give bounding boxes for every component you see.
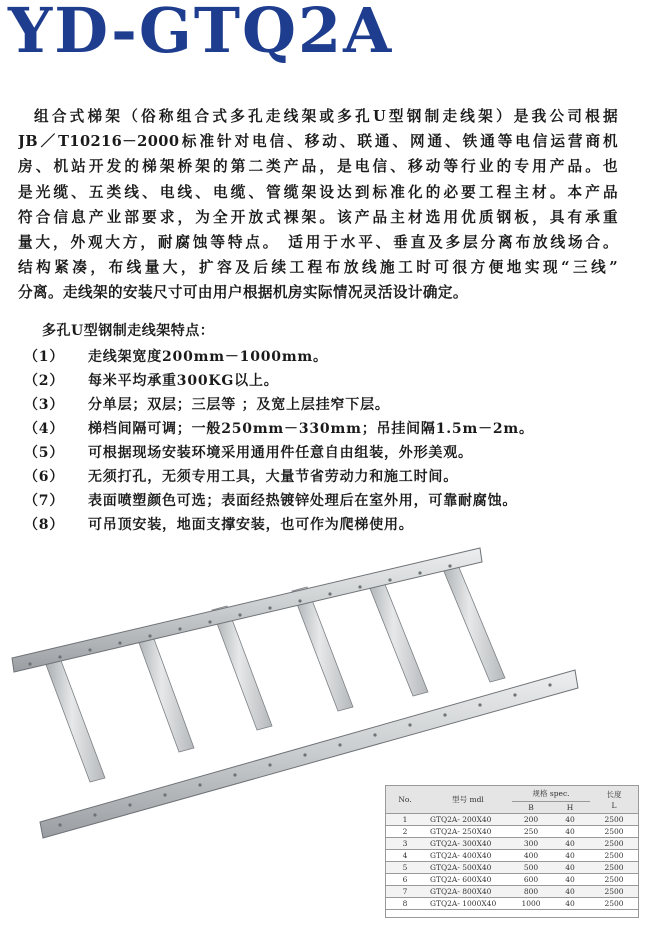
header-spec: 规格 spec. xyxy=(512,786,590,802)
feature-text: 每米平均承重300KG以上。 xyxy=(88,373,279,389)
intro-line: 量大，外观大方，耐腐蚀等特点。 适用于水平、垂直及多层分离布放线场合。 xyxy=(18,233,618,251)
intro-line: JB／T10216－2000标准针对电信、移动、联通、网通、铁通等电信运营商机 xyxy=(18,133,618,151)
header-b: B xyxy=(512,802,550,814)
feature-number: （4） xyxy=(24,421,65,437)
table-row: 6 GTQ2A- 600X40 600 40 2500 xyxy=(386,874,638,886)
spec-table xyxy=(386,786,638,910)
header-model: 型号 mdl xyxy=(424,786,512,814)
feature-number: （6） xyxy=(24,469,65,485)
feature-item xyxy=(24,393,534,417)
ladder-rung xyxy=(365,572,428,696)
feature-number: （2） xyxy=(24,373,65,389)
table-row: 7 GTQ2A- 800X40 800 40 2500 xyxy=(386,886,638,898)
feature-item xyxy=(24,345,534,369)
header-h: H xyxy=(550,802,590,814)
feature-item xyxy=(24,369,534,393)
feature-text: 梯档间隔可调；一般250mm－330mm；吊挂间隔1.5m－2m。 xyxy=(88,421,534,437)
table-row: 2 GTQ2A- 250X40 250 40 2500 xyxy=(386,826,638,838)
table-row: 5 GTQ2A- 500X40 500 40 2500 xyxy=(386,862,638,874)
ladder-rung xyxy=(440,558,505,682)
ladder-rung xyxy=(212,606,272,730)
intro-line: 结构紧凑，布线量大，扩容及后续工程布放线施工时可很方便地实现“三线” xyxy=(18,259,618,277)
feature-text: 表面喷塑颜色可选；表面经热镀锌处理后在室外用，可靠耐腐蚀。 xyxy=(88,493,518,509)
feature-number: （1） xyxy=(24,349,65,365)
feature-item xyxy=(24,441,534,465)
header-length xyxy=(590,786,638,814)
table-row: 1 GTQ2A- 200X40 200 40 2500 xyxy=(386,814,638,826)
intro-line: 分离。走线架的安装尺寸可由用户根据机房实际情况灵活设计确定。 xyxy=(18,284,468,302)
feature-text: 走线架宽度200mm－1000mm。 xyxy=(88,349,328,365)
features-heading: 多孔U型钢制走线架特点： xyxy=(42,323,215,339)
feature-number: （3） xyxy=(24,397,65,413)
spec-table-container xyxy=(385,785,639,918)
feature-number: （7） xyxy=(24,493,65,509)
intro-line: 房、机站开发的梯架桥架的第二类产品，是电信、移动等行业的专用产品。也 xyxy=(18,158,618,176)
ladder-rungs xyxy=(45,558,505,782)
feature-item xyxy=(24,513,534,537)
feature-item xyxy=(24,489,534,513)
table-row: 8 GTQ2A- 1000X40 1000 40 2500 xyxy=(386,898,638,910)
intro-line: 是光缆、五类线、电线、电缆、管缆架设达到标准化的必要工程主材。本产品 xyxy=(18,183,618,201)
feature-text: 可根据现场安装环境采用通用件任意自由组装，外形美观。 xyxy=(88,445,473,461)
product-title: YD-GTQ2A xyxy=(8,0,394,67)
feature-text: 可吊顶安装，地面支撑安装，也可作为爬梯使用。 xyxy=(88,517,414,533)
feature-text: 分单层；双层；三层等 ；及宽上层挂窄下层。 xyxy=(88,397,390,413)
ladder-rung xyxy=(135,628,194,752)
feature-item xyxy=(24,465,534,489)
ladder-rung xyxy=(292,587,353,711)
feature-text: 无须打孔，无须专用工具，大量节省劳动力和施工时间。 xyxy=(88,469,458,485)
feature-number: （5） xyxy=(24,445,65,461)
header-length-unit: L xyxy=(611,800,617,810)
feature-number: （8） xyxy=(24,517,65,533)
intro-line: 符合信息产业部要求，为全开放式裸架。该产品主材选用优质钢板，具有承重 xyxy=(18,208,618,226)
intro-line: 组合式梯架（俗称组合式多孔走线架或多孔U型钢制走线架）是我公司根据 xyxy=(34,108,618,125)
header-no: No. xyxy=(386,786,424,814)
features-list xyxy=(24,320,534,537)
ladder-rung xyxy=(45,658,105,782)
table-row: 4 GTQ2A- 400X40 400 40 2500 xyxy=(386,850,638,862)
feature-item xyxy=(24,417,534,441)
table-row: 3 GTQ2A- 300X40 300 40 2500 xyxy=(386,838,638,850)
header-length-label: 长度 xyxy=(606,789,622,799)
intro-paragraph xyxy=(18,104,618,306)
